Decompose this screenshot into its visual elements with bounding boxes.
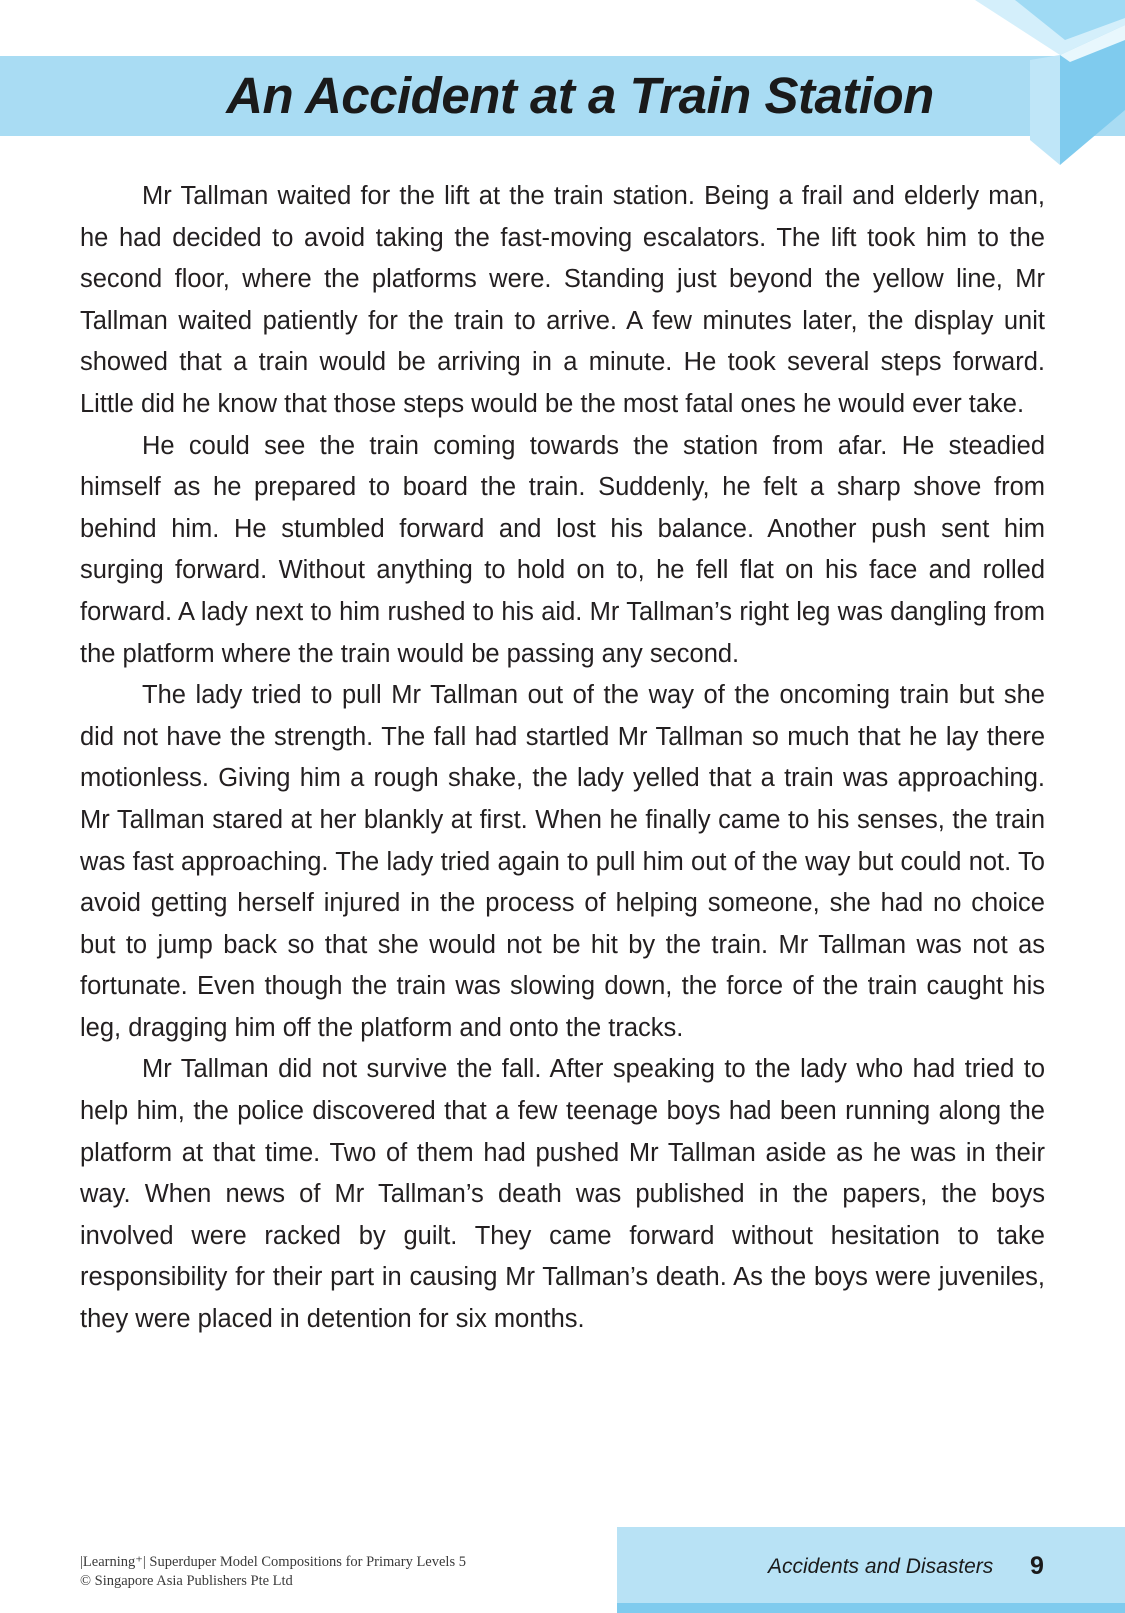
footer-band-accent xyxy=(617,1603,1125,1613)
copyright-line: © Singapore Asia Publishers Pte Ltd xyxy=(80,1573,293,1589)
paragraph-3: The lady tried to pull Mr Tallman out of the way of the oncoming train but she did not have the strength. The fall had startled Mr Tallman so much that he lay there motionless. Giving him a rough shake, the lady yelled that a train was approaching. Mr Tallman stared at her blankly at first. When he finally came to his senses, the train was fast approaching. The lady tried again to pull him out of the way but could not. To avoid getting herself injured in the process of helping someone, she had no choice but to jump back so that she would not be hit by the train. Mr Tallman was not as fortunate. Even though the train was slowing down, the force of the train caught his leg, dragging him off the platform and onto the tracks. xyxy=(80,681,1045,1042)
paragraph-2: He could see the train coming towards the station from afar. He steadied himself as he prepared to board the train. Suddenly, he felt a sharp shove from behind him. He stumbled forward and lost his balance. Another push sent him surging forward. Without anything to hold on to, he fell flat on his face and rolled forward. A lady next to him rushed to his aid. Mr Tallman’s right leg was dangling from the platform where the train would be passing any second. xyxy=(80,431,1045,668)
page-title: An Accident at a Train Station xyxy=(226,67,934,124)
publisher-credit xyxy=(80,1553,466,1591)
story-body xyxy=(80,176,1045,1341)
page-number: 9 xyxy=(1030,1552,1044,1580)
book-series-line: |Learning⁺| Superduper Model Compositions for Primary Levels 5 xyxy=(80,1554,466,1570)
section-label: Accidents and Disasters xyxy=(768,1555,994,1578)
paragraph-1: Mr Tallman waited for the lift at the train station. Being a frail and elderly man, he had decided to avoid taking the fast-moving escalators. The lift took him to the second floor, where the platforms were. Standing just beyond the yellow line, Mr Tallman waited patiently for the train to arrive. A few minutes later, the display unit showed that a train would be arriving in a minute. He took several steps forward. Little did he know that those steps would be the most fatal ones he would ever take. xyxy=(80,182,1045,418)
paragraph-4: Mr Tallman did not survive the fall. After speaking to the lady who had tried to help him, the police discovered that a few teenage boys had been running along the platform at that time. Two of them had pushed Mr Tallman aside as he was in their way. When news of Mr Tallman’s death was published in the papers, the boys involved were racked by guilt. They came forward without hesitation to take responsibility for their part in causing Mr Tallman’s death. As the boys were juveniles, they were placed in detention for six months. xyxy=(80,1055,1045,1334)
